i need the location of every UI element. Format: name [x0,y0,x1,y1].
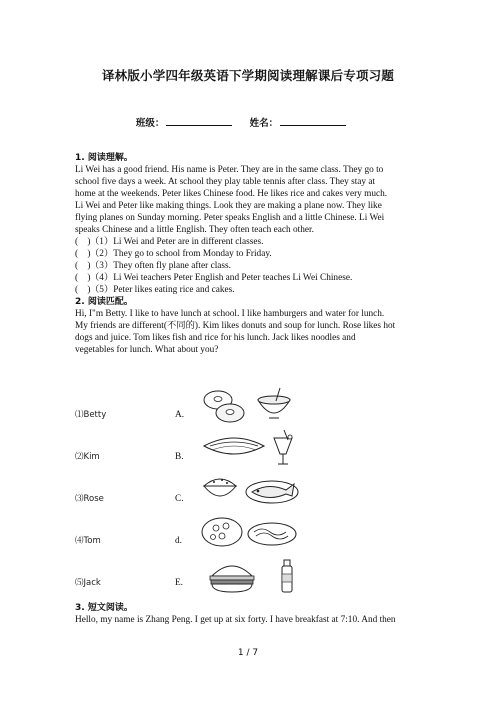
answer-blank[interactable]: ( ) [75,261,91,271]
match-letter: C. [175,494,184,504]
match-name: ⑶Rose [75,494,104,504]
passage-line: Hello, my name is Zhang Peng. I get up at six forty. I have breakfast at 7:10. And then [75,615,396,625]
name-label: 姓名： [249,118,279,129]
passage-line: home at the weekends. Peter likes Chinese food. He likes rice and cakes very much. [75,189,388,199]
match-letter: A. [175,410,185,420]
donuts-soup-icon [200,386,300,430]
passage-line: speaks Chinese and a little English. They often teach each other. [75,225,314,235]
passage-line: dogs and juice. Tom likes fish and rice for his lunch. Jack likes noodles and [75,333,356,343]
question-4: ( )（4）Li Wei teachers Peter English and Peter teaches Li Wei Chinese. [75,273,353,283]
noodles-vegetables-icon [200,512,300,552]
passage-line: vegetables for lunch. What about you? [75,345,219,355]
match-letter: B. [175,452,184,462]
passage-line: Li Wei and Peter like making things. Look they are making a plane now. They like [75,201,382,211]
rice-fish-icon [200,470,300,510]
match-name: ⑴Betty [75,410,107,420]
section-3-heading: 3. 短文阅读。 [75,603,133,613]
answer-blank[interactable]: ( ) [75,273,91,283]
section-1-heading: 1. 阅读理解。 [75,153,133,163]
class-blank[interactable] [166,116,232,126]
question-2: ( )（2）They go to school from Monday to Friday. [75,249,272,259]
passage-line: flying planes on Sunday morning. Peter speaks English and a little Chinese. Li Wei [75,213,385,223]
match-row [75,470,435,510]
question-1: ( )（1）Li Wei and Peter are in different classes. [75,237,264,247]
matching-exercise [75,386,435,606]
answer-blank[interactable]: ( ) [75,237,91,247]
section-3 [75,602,435,626]
passage-line: My friends are different(不同的). Kim likes donuts and soup for lunch. Rose likes hot [75,321,396,331]
match-name: ⑵Kim [75,452,100,462]
page-title: 译林版小学四年级英语下学期阅读理解课后专项习题 [101,68,395,83]
hamburger-water-icon [200,554,300,598]
match-row [75,512,435,552]
match-row [75,428,435,468]
match-letter: E. [175,578,184,588]
answer-blank[interactable]: ( ) [75,285,91,295]
page-number: 1 / 7 [237,648,259,658]
passage-line: Li Wei has a good friend. His name is Peter. They are in the same class. They go to [75,165,384,175]
section-2-heading: 2. 阅读匹配。 [75,297,133,307]
match-name: ⑷Tom [75,536,101,546]
answer-blank[interactable]: ( ) [75,249,91,259]
question-5: ( )（5）Peter likes eating rice and cakes. [75,285,235,295]
hotdog-juice-icon [200,428,300,468]
class-label: 班级： [135,118,165,129]
passage-line: Hi, I"m Betty. I like to have lunch at school. I like hamburgers and water for lunch. [75,309,385,319]
match-letter: d. [175,536,182,546]
match-name: ⑸Jack [75,578,101,588]
question-3: ( )（3）They often fly plane after class. [75,261,231,271]
passage-line: school five days a week. At school they play table tennis after class. They stay at [75,177,376,187]
name-blank[interactable] [280,116,346,126]
section-1 [75,152,435,356]
match-row [75,386,435,426]
match-row [75,554,435,594]
student-info [0,115,496,129]
